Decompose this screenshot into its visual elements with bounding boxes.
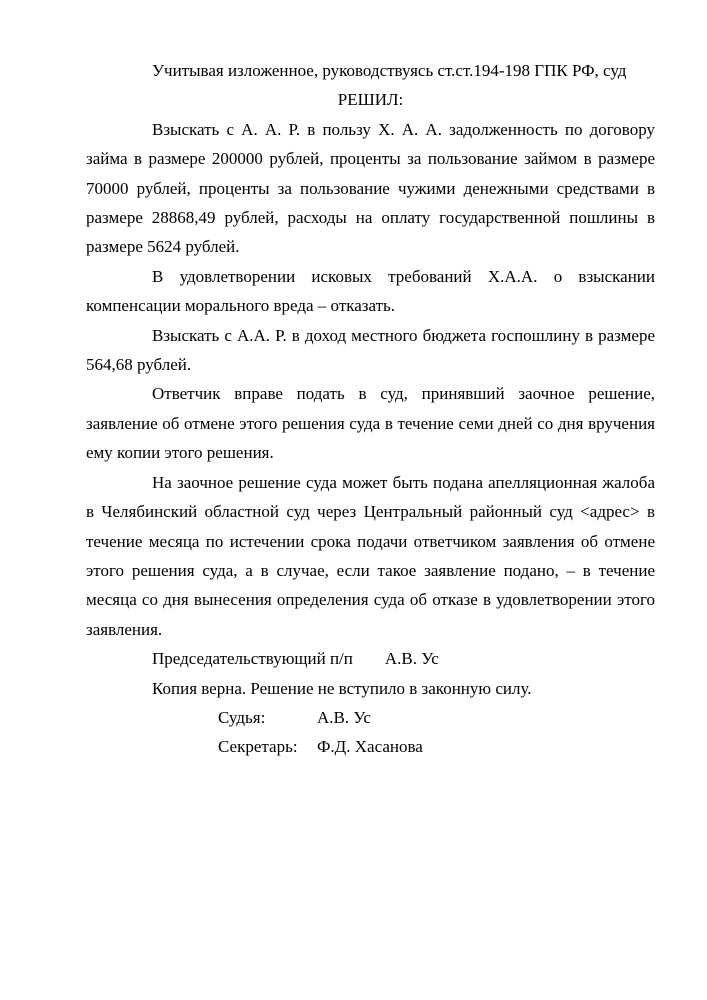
secretary-label: Секретарь:	[218, 737, 298, 757]
paragraph-moral-damages-refusal: В удовлетворении исковых требований Х.А.А. о взыскании компенсации морального вреда – отказать.	[86, 266, 655, 316]
judge-name: А.В. Ус	[317, 707, 371, 727]
presiding-name: А.В. Ус	[384, 649, 439, 669]
presiding-label: Председательствующий п/п	[152, 649, 353, 669]
judge-signature-line	[86, 703, 655, 732]
secretary-signature-line	[86, 732, 655, 761]
intro-line: Учитывая изложенное, руководствуясь ст.ст.194-198 ГПК РФ, суд	[152, 61, 627, 80]
secretary-name: Ф.Д. Хасанова	[317, 737, 423, 757]
resolution-heading: РЕШИЛ:	[337, 90, 404, 110]
presiding-signature-line	[86, 644, 655, 673]
paragraph-debt-recovery: Взыскать с А. А. Р. в пользу Х. А. А. задолженность по договору займа в размере 200000 рублей, проценты за пользование займом в размере 70000 рублей, проценты за пользование чужими денежными средствами в размере 28868,49 рублей, расходы на оплату государственной пошлины в размере 5624 рублей.	[86, 119, 655, 257]
document-body	[86, 56, 655, 762]
paragraph-defendant-rights: Ответчик вправе подать в суд, принявший заочное решение, заявление об отмене этого решения суда в течение семи дней со дня вручения ему копии этого решения.	[86, 384, 655, 463]
judge-label: Судья:	[218, 707, 266, 727]
copy-certification-note: Копия верна. Решение не вступило в законную силу.	[152, 678, 532, 698]
paragraph-appeal-procedure: На заочное решение суда может быть подана апелляционная жалоба в Челябинский областной суд через Центральный районный суд <адрес> в течение месяца по истечении срока подачи ответчиком заявления об отмене этого решения суда, а в случае, если такое заявление подано, – в течение месяца со дня вынесения определения суда об отказе в удовлетворении этого заявления.	[86, 472, 655, 639]
paragraph-state-duty: Взыскать с А.А. Р. в доход местного бюджета госпошлину в размере 564,68 рублей.	[86, 325, 655, 375]
